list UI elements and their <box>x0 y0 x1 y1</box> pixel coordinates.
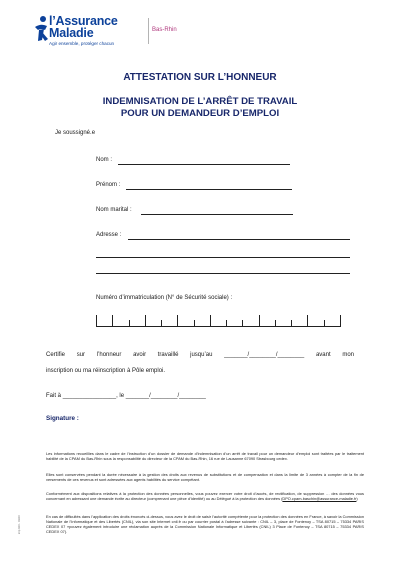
document-reference: imp 920 - 03/20 <box>18 515 21 534</box>
adresse-field-line2[interactable] <box>96 257 350 258</box>
worked-until-date-field[interactable]: _______/________/________ <box>224 352 305 358</box>
logo-tagline: Agir ensemble, protéger chacun <box>49 41 115 46</box>
region-name: Bas-Rhin <box>152 27 177 33</box>
ss-box-divider <box>112 315 113 327</box>
ss-box-divider <box>96 315 97 327</box>
fait-place-field[interactable]: ________________, <box>62 393 118 399</box>
nom-label: Nom : <box>96 157 113 163</box>
ss-box-divider <box>291 320 292 327</box>
legal-paragraph-3 <box>46 491 364 501</box>
ss-box-baseline <box>96 326 340 327</box>
dpo-email-link[interactable]: DPO.cpam-baschin@assurance-maladie.fr <box>282 496 357 501</box>
ss-box-divider <box>275 320 276 327</box>
certify-line1 <box>46 350 354 362</box>
legal-p3-start: Conformément aux dispositions relatives à la protection des données personnelles, vous pouvez exercer votre droit d’accès, de rectification, de suppression … des données vous concernant en adressant une demande écrite au directeur (comprenant une pièce d’identité) ou au Délégué à la protection des données ( <box>46 491 364 501</box>
intro-label: Je soussigné.e <box>55 130 96 136</box>
ss-box-divider <box>145 315 146 327</box>
logo-name-line2: Maladie <box>49 26 94 40</box>
ss-box-divider <box>307 315 308 327</box>
legal-paragraph-4: En cas de difficultés dans l’application des droits énoncés ci-dessus, vous avez le droit de saisir l’autorité compétente pour la protection des données en France, à savoir la Commission Nationale de l’Informatique et des Libertés (CNIL), via son site Internet cnil.fr ou par courrier postal à l’adresse suivante : CNIL – 3, place de Fontenoy – TSA 80715 – 75334 PARIS CEDEX 07 »pouvez également introduire une réclamation auprès de la Commission Nationale Informatique et Libertés (CNIL) 3 Place de Fontenoy – TSA 80715 – 75334 PARIS CEDEX 07). <box>46 514 364 534</box>
social-security-number-boxes[interactable] <box>96 315 340 327</box>
ss-box-divider <box>242 320 243 327</box>
ss-box-divider <box>194 320 195 327</box>
immatriculation-label: Numéro d’immatriculation (N° de Sécurité sociale) : <box>96 295 233 301</box>
fait-date-field[interactable]: _______/________/________ <box>125 393 206 399</box>
ss-box-divider <box>129 320 130 327</box>
prenom-label: Prénom : <box>96 182 121 188</box>
fait-line <box>46 391 354 403</box>
certify-text-end: avant mon <box>315 352 354 358</box>
fait-le: le <box>119 393 125 399</box>
legal-paragraph-2: Elles sont conservées pendant la durée nécessaire à la gestion des droits aux revenus de substitutions et de compensation et dans la limite de 3 années à compter de la fin de versements de ces revenus et sont adressées aux agents habilités du service compétant. <box>46 472 364 482</box>
fait-prefix: Fait à <box>46 393 62 399</box>
logo-name-line1: l’Assurance <box>49 14 118 28</box>
page-subtitle <box>0 96 400 119</box>
ss-box-divider <box>324 320 325 327</box>
ss-box-divider <box>226 320 227 327</box>
certify-text-start: Certifie sur l’honneur avoir travaillé jusqu’au <box>46 352 213 358</box>
adresse-field-line1[interactable] <box>128 239 350 240</box>
ss-box-divider <box>340 315 341 327</box>
subtitle-line2: POUR UN DEMANDEUR D’EMPLOI <box>120 107 280 119</box>
legal-paragraph-1: Les informations recueillies dans le cadre de l’instruction d’un dossier de demande d’indemnisation d’un arrêt de travail pour un demandeur d’emploi sont traitées par le traitement habilité de la CPAM du Bas-Rhin sous la responsabilité du directeur de la CPAM du Bas-Rhin, 16 rue de Lausanne 67090 Strasbourg cedex. <box>46 451 364 461</box>
ss-box-divider <box>161 320 162 327</box>
nom-field[interactable] <box>118 164 290 165</box>
signature-label: Signature : <box>46 415 79 422</box>
subtitle-line1: INDEMNISATION DE L’ARRÊT DE TRAVAIL <box>102 96 298 107</box>
assurance-maladie-figure-icon <box>32 14 50 44</box>
nom-marital-label: Nom marital : <box>96 207 132 213</box>
ss-box-divider <box>177 315 178 327</box>
assurance-maladie-logo <box>32 14 152 58</box>
ss-box-divider <box>210 315 211 327</box>
adresse-label: Adresse : <box>96 232 122 238</box>
ss-box-divider <box>259 315 260 327</box>
adresse-field-line3[interactable] <box>96 273 350 274</box>
certify-line2: inscription ou ma réinscription à Pôle emploi. <box>46 368 166 374</box>
page-title: ATTESTATION SUR L’HONNEUR <box>123 72 277 83</box>
header-divider <box>148 18 149 44</box>
nom-marital-field[interactable] <box>141 214 293 215</box>
prenom-field[interactable] <box>126 189 292 190</box>
legal-p3-end: ) <box>356 496 358 501</box>
